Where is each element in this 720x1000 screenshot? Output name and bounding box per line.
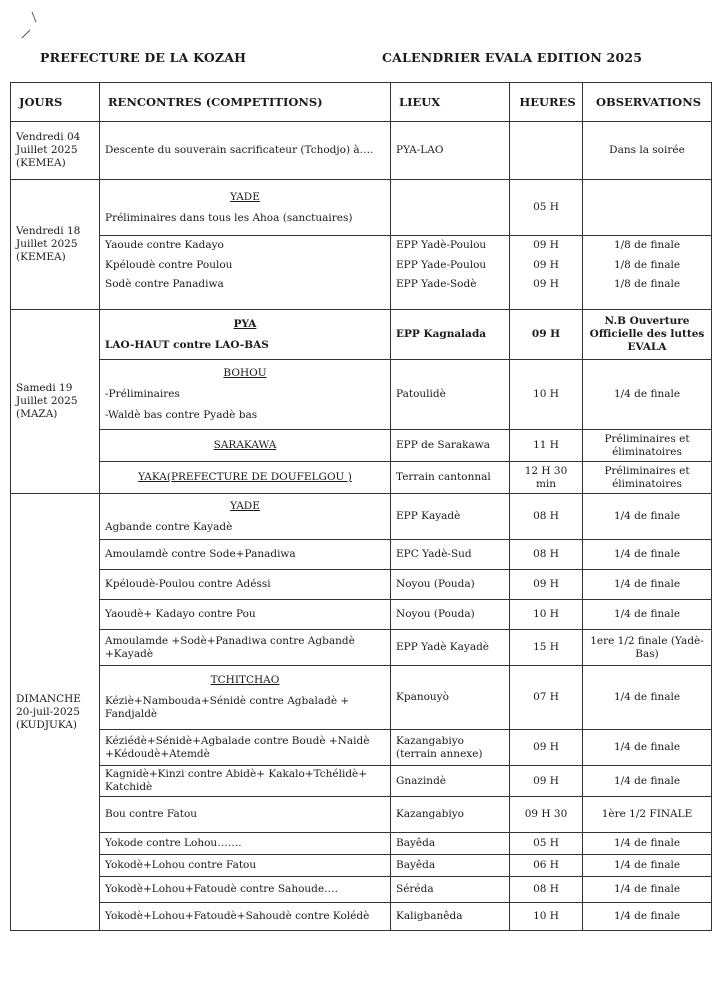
- col-heures: HEURES: [510, 83, 583, 122]
- heure-cell: 09 H: [510, 766, 583, 797]
- obs-cell: 1/8 de finale: [583, 236, 712, 256]
- lieu-cell: Kpanouyò: [391, 666, 510, 730]
- table-row: [11, 797, 712, 833]
- rencontre-cell: Yaoude contre Kadayo: [100, 236, 391, 256]
- heure-cell: 12 H 30 min: [510, 462, 583, 494]
- heure-cell: 05 H: [510, 833, 583, 855]
- rencontre-cell: [100, 180, 391, 236]
- match-text: Kéziè+Nambouda+Sénidè contre Agbaladè + Fandjaldè: [105, 695, 350, 720]
- table-row: [11, 122, 712, 180]
- lieu-cell: Noyou (Pouda): [391, 600, 510, 630]
- obs-cell: 1/4 de finale: [583, 877, 712, 903]
- table-row: [11, 180, 712, 236]
- heure-cell: 07 H: [510, 666, 583, 730]
- table-row: [11, 903, 712, 931]
- village-label: YADE: [230, 190, 260, 203]
- col-lieux: LIEUX: [391, 83, 510, 122]
- obs-cell: 1/8 de finale: [583, 276, 712, 310]
- match-text: Agbande contre Kayadè: [105, 520, 233, 533]
- table-row: [11, 600, 712, 630]
- rencontre-cell: Yokodè+Lohou contre Fatou: [100, 855, 391, 877]
- obs-cell: 1/4 de finale: [583, 494, 712, 540]
- day-cell: Samedi 19 Juillet 2025 (MAZA): [11, 310, 100, 494]
- rencontre-cell: [100, 310, 391, 360]
- schedule-table: [10, 82, 712, 931]
- heure-cell: 09 H: [510, 310, 583, 360]
- obs-cell: 1/4 de finale: [583, 855, 712, 877]
- heure-cell: 09 H: [510, 276, 583, 310]
- heure-cell: 06 H: [510, 855, 583, 877]
- table-row: [11, 570, 712, 600]
- table-row: [11, 540, 712, 570]
- heure-cell: 09 H: [510, 730, 583, 766]
- obs-cell: 1/4 de finale: [583, 570, 712, 600]
- obs-cell: 1/4 de finale: [583, 833, 712, 855]
- prelim-text: Préliminaires dans tous les Ahoa (sanctuaires): [105, 211, 353, 224]
- lieu-cell: EPP Kayadè: [391, 494, 510, 540]
- rencontre-cell: Amoulamde +Sodè+Panadiwa contre Agbandè +Kayadè: [100, 630, 391, 666]
- obs-cell: 1/4 de finale: [583, 540, 712, 570]
- table-row: [11, 430, 712, 462]
- col-jours: JOURS: [11, 83, 100, 122]
- obs-cell: 1/4 de finale: [583, 600, 712, 630]
- match-text: LAO-HAUT contre LAO-BAS: [105, 338, 269, 351]
- lieu-cell: EPC Yadè-Sud: [391, 540, 510, 570]
- table-row: [11, 730, 712, 766]
- lieu-cell: EPP Yade-Sodè: [391, 276, 510, 310]
- village-label: SARAKAWA: [213, 439, 277, 451]
- obs-cell: [583, 180, 712, 236]
- table-row: [11, 236, 712, 256]
- rencontre-cell: Kéziédè+Sénidè+Agbalade contre Boudè +Naidè +Kédoudè+Atemdè: [100, 730, 391, 766]
- rencontre-cell: Yokodè+Lohou+Fatoudè+Sahoudè contre Kolédè: [100, 903, 391, 931]
- heure-cell: 09 H 30: [510, 797, 583, 833]
- table-header-row: [11, 83, 712, 122]
- obs-cell: 1ere 1/2 finale (Yadè-Bas): [583, 630, 712, 666]
- table-row: [11, 833, 712, 855]
- rencontre-cell: [100, 666, 391, 730]
- lieu-cell: EPP Kagnalada: [391, 310, 510, 360]
- table-row: [11, 630, 712, 666]
- heure-cell: 08 H: [510, 877, 583, 903]
- village-label: TCHITCHAO: [210, 674, 280, 686]
- rencontre-cell: Kpéloudè contre Poulou: [100, 256, 391, 276]
- lieu-cell: Patoulidè: [391, 360, 510, 430]
- rencontre-cell: [100, 360, 391, 430]
- rencontre-cell: Bou contre Fatou: [100, 797, 391, 833]
- rencontre-cell: Yokodè+Lohou+Fatoudè contre Sahoude….: [100, 877, 391, 903]
- lieu-cell: [391, 180, 510, 236]
- lieu-cell: PYA-LAO: [391, 122, 510, 180]
- lieu-cell: Kazangabiyo: [391, 797, 510, 833]
- obs-cell: Préliminaires et éliminatoires: [583, 462, 712, 494]
- match-text: -Waldè bas contre Pyadè bas: [105, 409, 258, 421]
- obs-cell: 1/4 de finale: [583, 766, 712, 797]
- day-cell: Vendredi 04 Juillet 2025 (KEMEA): [11, 122, 100, 180]
- col-observations: OBSERVATIONS: [583, 83, 712, 122]
- obs-cell: 1/4 de finale: [583, 903, 712, 931]
- table-row: [11, 462, 712, 494]
- rencontre-cell: Kagnidè+Kinzi contre Abidè+ Kakalo+Tchélidè+ Katchidè: [100, 766, 391, 797]
- heure-cell: 15 H: [510, 630, 583, 666]
- heure-cell: 09 H: [510, 256, 583, 276]
- table-row: [11, 494, 712, 540]
- table-row: [11, 360, 712, 430]
- village-label: BOHOU: [223, 367, 267, 379]
- rencontre-cell: Sodè contre Panadiwa: [100, 276, 391, 310]
- obs-cell: 1/4 de finale: [583, 730, 712, 766]
- heure-cell: 10 H: [510, 903, 583, 931]
- heure-cell: 08 H: [510, 540, 583, 570]
- heure-cell: 08 H: [510, 494, 583, 540]
- village-label: YAKA(PREFECTURE DE DOUFELGOU ): [138, 471, 352, 483]
- lieu-cell: Bayêda: [391, 833, 510, 855]
- lieu-cell: Séréda: [391, 877, 510, 903]
- lieu-cell: EPP Yade-Poulou: [391, 256, 510, 276]
- obs-cell: Dans la soirée: [583, 122, 712, 180]
- match-text: -Préliminaires: [105, 388, 180, 400]
- table-row: [11, 877, 712, 903]
- prefecture-title: PREFECTURE DE LA KOZAH: [40, 50, 247, 65]
- obs-cell: 1/4 de finale: [583, 666, 712, 730]
- lieu-cell: Kazangabiyo (terrain annexe): [391, 730, 510, 766]
- lieu-cell: Kaligbanêda: [391, 903, 510, 931]
- table-row: [11, 766, 712, 797]
- rencontre-cell: Yaoudè+ Kadayo contre Pou: [100, 600, 391, 630]
- rencontre-cell: [100, 494, 391, 540]
- lieu-cell: Terrain cantonnal: [391, 462, 510, 494]
- heure-cell: 09 H: [510, 570, 583, 600]
- table-row: [11, 310, 712, 360]
- calendar-title: CALENDRIER EVALA EDITION 2025: [382, 50, 643, 65]
- table-row: [11, 666, 712, 730]
- obs-cell: 1/8 de finale: [583, 256, 712, 276]
- rencontre-cell: Descente du souverain sacrificateur (Tchodjo) à….: [100, 122, 391, 180]
- village-label: YADE: [230, 499, 260, 512]
- village-label: PYA: [233, 317, 257, 330]
- table-row: [11, 276, 712, 310]
- lieu-cell: Gnazindè: [391, 766, 510, 797]
- heure-cell: 10 H: [510, 600, 583, 630]
- rencontre-cell: Amoulamdè contre Sode+Panadiwa: [100, 540, 391, 570]
- table-row: [11, 855, 712, 877]
- heure-cell: [510, 122, 583, 180]
- rencontre-cell: [100, 430, 391, 462]
- heure-cell: 05 H: [510, 180, 583, 236]
- obs-cell: N.B Ouverture Officielle des luttes EVALA: [583, 310, 712, 360]
- lieu-cell: EPP Yadè Kayadè: [391, 630, 510, 666]
- heure-cell: 09 H: [510, 236, 583, 256]
- rencontre-cell: Yokode contre Lohou…….: [100, 833, 391, 855]
- table-row: [11, 256, 712, 276]
- heure-cell: 10 H: [510, 360, 583, 430]
- lieu-cell: Noyou (Pouda): [391, 570, 510, 600]
- heure-cell: 11 H: [510, 430, 583, 462]
- day-cell: DIMANCHE 20-juil-2025 (KUDJUKA): [11, 494, 100, 931]
- obs-cell: Préliminaires et éliminatoires: [583, 430, 712, 462]
- rencontre-cell: Kpéloudè-Poulou contre Adéssi: [100, 570, 391, 600]
- obs-cell: 1ère 1/2 FINALE: [583, 797, 712, 833]
- corner-stamp-mark: [20, 10, 48, 40]
- obs-cell: 1/4 de finale: [583, 360, 712, 430]
- lieu-cell: EPP de Sarakawa: [391, 430, 510, 462]
- lieu-cell: Bayêda: [391, 855, 510, 877]
- day-cell: Vendredi 18 Juillet 2025 (KEMEA): [11, 180, 100, 310]
- lieu-cell: EPP Yadè-Poulou: [391, 236, 510, 256]
- rencontre-cell: [100, 462, 391, 494]
- col-rencontres: RENCONTRES (COMPETITIONS): [100, 83, 391, 122]
